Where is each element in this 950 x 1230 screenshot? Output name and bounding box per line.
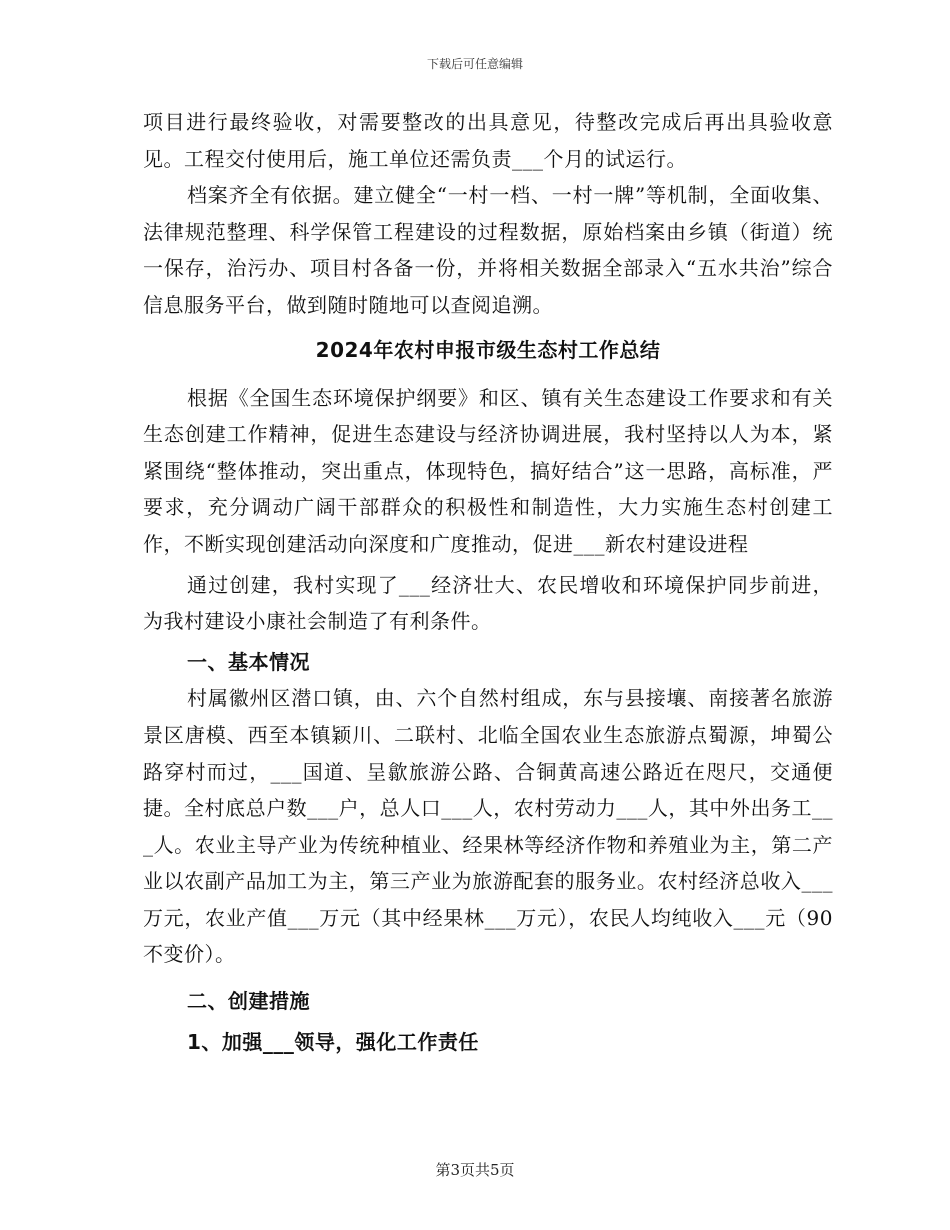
page-number: 第3页共5页 [435,1161,515,1179]
paragraph-basic-info: 村属徽州区潜口镇，由、六个自然村组成，东与县接壤、南接著名旅游景区唐模、西至本镇颖川、二联村、北临全国农业生态旅游点蜀源，坤蜀公路穿村而过，___国道、呈歙旅游公路、合铜黄高速公路近在咫尺，交通便捷。全村底总户数___户，总人口___人，农村劳动力___人，其中外出务工___人。农业主导产业为传统种植业、经果林等经济作物和养殖业为主，第二产业以农副产品加工为主，第三产业为旅游配套的服务业。农村经济总收入___万元，农业产值___万元（其中经果林___万元），农民人均纯收入___元（90不变价）。 [143,686,833,967]
paragraph-intro: 根据《全国生态环境保护纲要》和区、镇有关生态建设工作要求和有关生态创建工作精神，促进生态建设与经济协调进展，我村坚持以人为本，紧紧围绕“整体推动，突出重点，体现特色，搞好结合”这一思路，高标准，严要求，充分调动广阔干部群众的积极性和制造性，大力实施生态村创建工作，不断实现创建活动向深度和广度推动，促进___新农村建设进程 [143,385,833,556]
subsection-heading-leadership: 1、加强___领导，强化工作责任 [187,1029,479,1054]
section-heading-measures: 二、创建措施 [187,989,310,1014]
document-title: 2024年农村申报市级生态村工作总结 [315,337,661,362]
paragraph-acceptance: 项目进行最终验收，对需要整改的出具意见，待整改完成后再出具验收意见。工程交付使用后，施工单位还需负责___个月的试运行。 [143,110,833,171]
section-heading-basic-info: 一、基本情况 [187,649,310,674]
paragraph-achievement: 通过创建，我村实现了___经济壮大、农民增收和环境保护同步前进，为我村建设小康社会制造了有利条件。 [143,572,833,634]
document-body [143,104,833,1060]
paragraph-archives: 档案齐全有依据。建立健全“一村一档、一村一牌”等机制，全面收集、法律规范整理、科学保管工程建设的过程数据，原始档案由乡镇（街道）统一保存，治污办、项目村各备一份，并将相关数据全部录入“五水共治”综合信息服务平台，做到随时随地可以查阅追溯。 [143,183,833,317]
header-note: 下载后可任意编辑 [426,57,523,71]
